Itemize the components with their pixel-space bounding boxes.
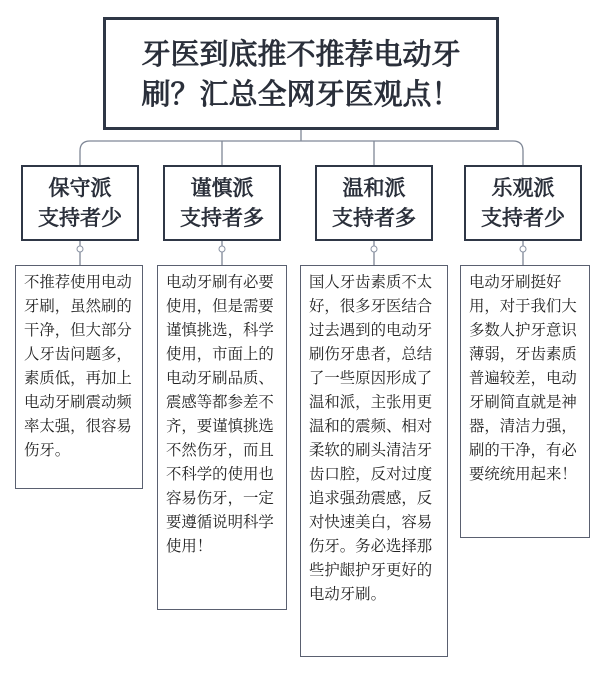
branch-conservative-name: 保守派	[48, 176, 112, 200]
branch-moderate-support: 支持者多	[332, 206, 416, 230]
detail-moderate-text: 国人牙齿素质不太好，很多牙医结合过去遇到的电动牙刷伤牙患者，总结了一些原因形成了温和派，主张用更温和的震频、相对柔软的刷头清洁牙齿口腔，反对过度追求强劲震感，反对快速美白，容易伤牙。务必选择那些护龈护牙更好的电动牙刷。	[309, 273, 433, 603]
detail-optimistic[interactable]	[460, 265, 590, 538]
branch-moderate-name: 温和派	[342, 176, 406, 200]
branch-conservative[interactable]	[21, 165, 139, 241]
central-topic-line-2: 刷？汇总全网牙医观点！	[141, 76, 461, 111]
branch-conservative-support: 支持者少	[38, 206, 122, 230]
branch-optimistic-name: 乐观派	[491, 176, 555, 200]
detail-moderate[interactable]	[300, 265, 448, 657]
branch-cautious-name: 谨慎派	[190, 176, 254, 200]
detail-cautious[interactable]	[157, 265, 287, 610]
branch-optimistic-support: 支持者少	[481, 206, 565, 230]
central-topic-text	[136, 34, 466, 114]
branch-cautious[interactable]	[163, 165, 281, 241]
branch-moderate[interactable]	[315, 165, 433, 241]
central-topic-line-1: 牙医到底推不推荐电动牙	[141, 36, 461, 71]
detail-conservative-text: 不推荐使用电动牙刷，虽然刷的干净，但大部分人牙齿问题多，素质低，再加上电动牙刷震动频率太强，很容易伤牙。	[24, 273, 132, 459]
detail-optimistic-text: 电动牙刷挺好用，对于我们大多数人护牙意识薄弱，牙齿素质普遍较差，电动牙刷简直就是神器，清洁力强，刷的干净，有必要统统用起来！	[469, 273, 577, 483]
central-topic[interactable]	[103, 17, 499, 130]
branch-optimistic[interactable]	[464, 165, 582, 241]
detail-conservative[interactable]	[15, 265, 143, 489]
detail-cautious-text: 电动牙刷有必要使用，但是需要谨慎挑选，科学使用，市面上的电动牙刷品质、震感等都参差不齐，要谨慎挑选不然伤牙，而且不科学的使用也容易伤牙，一定要遵循说明科学使用！	[166, 273, 274, 555]
branch-cautious-support: 支持者多	[180, 206, 264, 230]
